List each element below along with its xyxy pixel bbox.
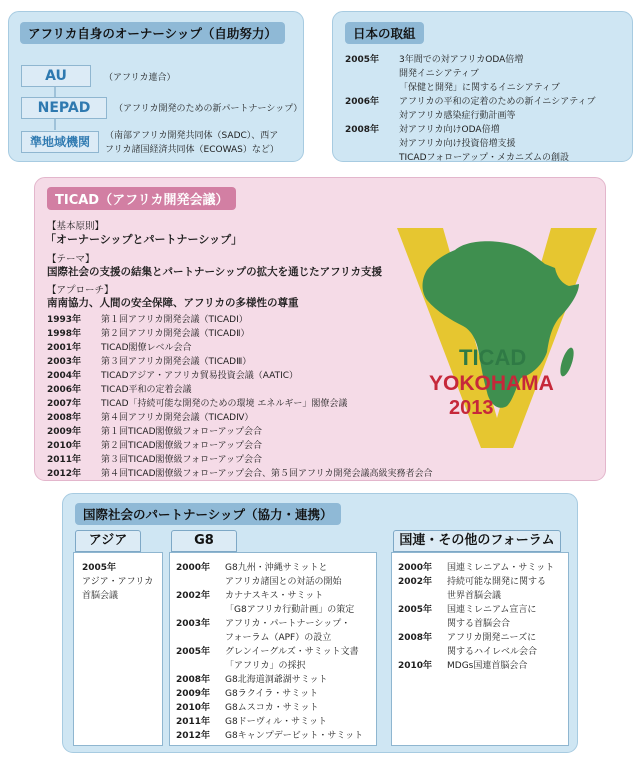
ticad-event-2012: 第４回TICAD閣僚級フォローアップ会合、第５回アフリカ開発会議高級実務者会合 — [101, 469, 433, 479]
asia-year-2005: 2005年 — [82, 563, 117, 573]
org-regional-desc-2: フリカ諸国経済共同体（ECOWAS）など） — [105, 145, 279, 155]
japan-2008-line-3: TICADフォローアップ・メカニズムの創設 — [399, 153, 569, 163]
approach-text: 南南協力、人間の安全保障、アフリカの多様性の尊重 — [47, 297, 299, 309]
japan-year-2006: 2006年 — [345, 97, 380, 107]
g8-2000-line-2: アフリカ諸国との対話の開始 — [225, 577, 342, 587]
un-2002-line-2: 世界首脳会議 — [447, 591, 502, 601]
ticad-event-2004: TICADアジア・アフリカ貿易投資会議（AATIC） — [101, 371, 299, 381]
g8-year-2002: 2002年 — [176, 591, 211, 601]
un-2005-line-2: 関する首脳会合 — [447, 619, 511, 629]
asia-2005-line-2: 首脳会議 — [82, 591, 119, 601]
ticad-logo — [397, 228, 597, 448]
japan-2006-line-2: 対アフリカ感染症行動計画等 — [399, 111, 516, 121]
logo-city-text: YOKOHAMA — [429, 372, 554, 395]
un-2008-line-1: アフリカ開発ニーズに — [447, 633, 537, 643]
ticad-year-2004: 2004年 — [47, 371, 82, 381]
ticad-year-1998: 1998年 — [47, 329, 82, 339]
japan-2008-line-1: 対アフリカ向けODA倍増 — [399, 125, 500, 135]
ticad-event-2008: 第４回アフリカ開発会議（TICADⅣ） — [101, 413, 254, 423]
org-nepad-desc: （アフリカ開発のための新パートナーシップ） — [114, 104, 303, 114]
japan-title: 日本の取組 — [345, 22, 424, 44]
ticad-year-1993: 1993年 — [47, 315, 82, 325]
logo-ticad-text: TICAD — [459, 345, 527, 370]
ticad-year-2006: 2006年 — [47, 385, 82, 395]
un-2010-line-1: MDGs国連首脳会合 — [447, 661, 528, 671]
ticad-year-2007: 2007年 — [47, 399, 82, 409]
g8-year-2008: 2008年 — [176, 675, 211, 685]
g8-2000-line-1: G8九州・沖縄サミットと — [225, 563, 328, 573]
g8-2005-line-2: 「アフリカ」の採択 — [225, 661, 306, 671]
japan-panel — [332, 11, 633, 162]
org-au-desc: （アフリカ連合） — [104, 73, 176, 83]
japan-2005-line-3: 「保健と開発」に関するイニシアティブ — [399, 83, 560, 93]
logo-year-text: 2013 — [449, 397, 494, 419]
ticad-event-2007: TICAD「持続可能な開発のための環境 エネルギー」閣僚会議 — [101, 399, 348, 409]
g8-2002-line-2: 「G8アフリカ行動計画」の策定 — [225, 605, 355, 615]
ticad-year-2003: 2003年 — [47, 357, 82, 367]
g8-year-2011: 2011年 — [176, 717, 211, 727]
un-column — [391, 552, 569, 746]
tab-asia: アジア — [75, 530, 141, 552]
un-year-2000: 2000年 — [398, 563, 433, 573]
org-au: AU — [21, 65, 91, 87]
g8-year-2003: 2003年 — [176, 619, 211, 629]
japan-2006-line-1: アフリカの平和の定着のための新イニシアティブ — [399, 97, 596, 107]
madagascar-shape — [558, 346, 577, 378]
g8-2003-line-2: フォーラム（APF）の設立 — [225, 633, 332, 643]
approach-label: 【アプローチ】 — [47, 285, 114, 296]
g8-2008-line-1: G8北海道洞爺湖サミット — [225, 675, 328, 685]
theme-label: 【テーマ】 — [47, 254, 95, 265]
principle-text: 「オーナーシップとパートナーシップ」 — [45, 233, 243, 246]
principle-label: 【基本原則】 — [47, 221, 105, 232]
tab-un-forums: 国連・その他のフォーラム — [393, 530, 561, 552]
asia-column — [73, 552, 163, 746]
ticad-event-2011: 第３回TICAD閣僚級フォローアップ会合 — [101, 455, 262, 465]
ticad-event-2010: 第２回TICAD閣僚級フォローアップ会合 — [101, 441, 262, 451]
g8-2003-line-1: アフリカ・パートナーシップ・ — [225, 619, 351, 629]
japan-2005-line-1: 3年間での対アフリカODA倍増 — [399, 55, 524, 65]
ticad-year-2010: 2010年 — [47, 441, 82, 451]
partnership-title: 国際社会のパートナーシップ（協力・連携） — [75, 503, 341, 525]
g8-year-2009: 2009年 — [176, 689, 211, 699]
g8-2010-line-1: G8ムスコカ・サミット — [225, 703, 319, 713]
ticad-event-2001: TICAD閣僚レベル会合 — [101, 343, 192, 353]
g8-year-2010: 2010年 — [176, 703, 211, 713]
ticad-year-2009: 2009年 — [47, 427, 82, 437]
g8-2012-line-1: G8キャンプデービット・サミット — [225, 731, 364, 741]
asia-2005-line-1: アジア・アフリカ — [82, 577, 154, 587]
ticad-event-1993: 第１回アフリカ開発会議（TICADⅠ） — [101, 315, 248, 325]
japan-2005-line-2: 開発イニシアティブ — [399, 69, 479, 79]
un-2000-line-1: 国連ミレニアム・サミット — [447, 563, 555, 573]
g8-2009-line-1: G8ラクイラ・サミット — [225, 689, 319, 699]
ticad-event-1998: 第２回アフリカ開発会議（TICADⅡ） — [101, 329, 250, 339]
org-regional: 準地域機関 — [21, 131, 99, 153]
ticad-year-2012: 2012年 — [47, 469, 82, 479]
un-year-2010: 2010年 — [398, 661, 433, 671]
un-year-2002: 2002年 — [398, 577, 433, 587]
org-regional-desc-1: （南部アフリカ開発共同体（SADC）、西ア — [105, 131, 279, 141]
g8-2005-line-1: グレンイーグルズ・サミット文書 — [225, 647, 359, 657]
japan-year-2008: 2008年 — [345, 125, 380, 135]
theme-text: 国際社会の支援の結集とパートナーシップの拡大を通じたアフリカ支援 — [47, 266, 383, 278]
ticad-year-2001: 2001年 — [47, 343, 82, 353]
japan-year-2005: 2005年 — [345, 55, 380, 65]
ticad-panel — [34, 177, 606, 481]
ticad-year-2011: 2011年 — [47, 455, 82, 465]
ticad-year-2008: 2008年 — [47, 413, 82, 423]
g8-column — [169, 552, 377, 746]
ticad-event-2003: 第３回アフリカ開発会議（TICADⅢ） — [101, 357, 252, 367]
g8-year-2005: 2005年 — [176, 647, 211, 657]
ownership-panel — [8, 11, 304, 162]
ownership-title: アフリカ自身のオーナーシップ（自助努力） — [20, 22, 285, 44]
un-2002-line-1: 持続可能な開発に関する — [447, 577, 547, 587]
partnership-panel — [62, 493, 578, 753]
un-year-2008: 2008年 — [398, 633, 433, 643]
japan-2008-line-2: 対アフリカ向け投資倍増支援 — [399, 139, 516, 149]
ticad-title: TICAD（アフリカ開発会議） — [47, 187, 236, 210]
g8-year-2012: 2012年 — [176, 731, 211, 741]
g8-2011-line-1: G8ドーヴィル・サミット — [225, 717, 327, 727]
un-2008-line-2: 関するハイレベル会合 — [447, 647, 538, 657]
g8-2002-line-1: カナナスキス・サミット — [225, 591, 324, 601]
un-2005-line-1: 国連ミレニアム宣言に — [447, 605, 537, 615]
g8-year-2000: 2000年 — [176, 563, 211, 573]
org-nepad: NEPAD — [21, 97, 107, 119]
un-year-2005: 2005年 — [398, 605, 433, 615]
ticad-event-2006: TICAD平和の定着会議 — [101, 385, 192, 395]
ticad-event-2009: 第１回TICAD閣僚級フォローアップ会合 — [101, 427, 262, 437]
tab-g8: G8 — [171, 530, 237, 552]
